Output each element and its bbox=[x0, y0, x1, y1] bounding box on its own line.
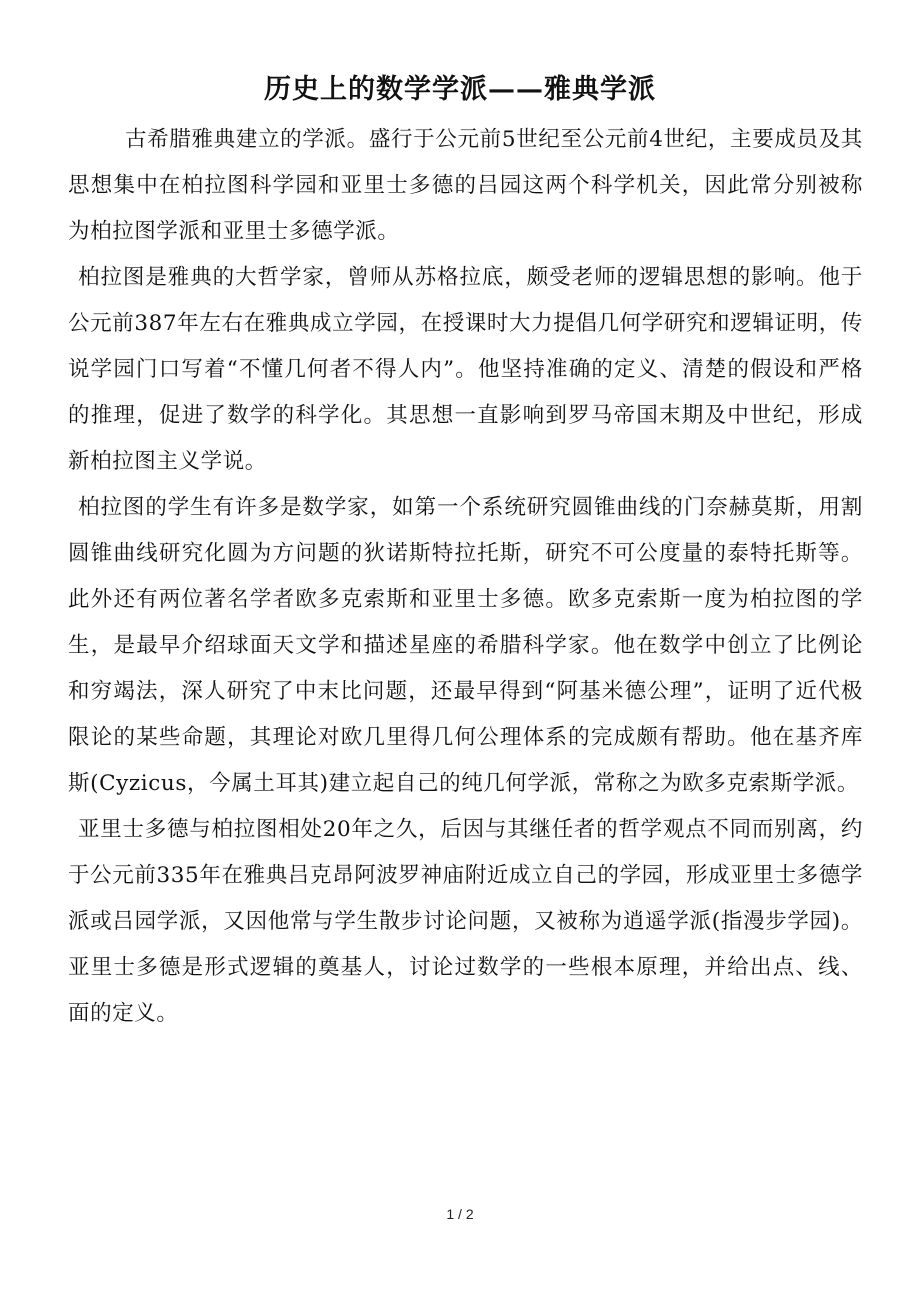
paragraph-aristotle: 亚里士多德与柏拉图相处20年之久，后因与其继任者的哲学观点不同而别离，约于公元前335年在雅典吕克昂阿波罗神庙附近成立自己的学园，形成亚里士多德学派或吕园学派，又因他常与学生散步讨论问题，又被称为逍遥学派(指漫步学园)。亚里士多德是形式逻辑的奠基人，讨论过数学的一些根本原理，并给出点、线、面的定义。 bbox=[68, 817, 863, 1026]
paragraph-students: 柏拉图的学生有许多是数学家，如第一个系统研究圆锥曲线的门奈赫莫斯，用割圆锥曲线研究化圆为方问题的狄诺斯特拉托斯，研究不可公度量的泰特托斯等。此外还有两位著名学者欧多克索斯和亚里士多德。欧多克索斯一度为柏拉图的学生，是最早介绍球面天文学和描述星座的希腊科学家。他在数学中创立了比例论和穷竭法，深人研究了中末比问题，还最早得到“阿基米德公理”，证明了近代极限论的某些命题，其理论对欧几里得几何公理体系的完成颇有帮助。他在基齐库斯(Cyzicus，今属土耳其)建立起自己的纯几何学派，常称之为欧多克索斯学派。 bbox=[68, 495, 863, 796]
paragraph-intro: 古希腊雅典建立的学派。盛行于公元前5世纪至公元前4世纪，主要成员及其思想集中在柏拉图科学园和亚里士多德的吕园这两个科学机关，因此常分别被称为柏拉图学派和亚里士多德学派。 bbox=[68, 127, 863, 244]
paragraph-plato: 柏拉图是雅典的大哲学家，曾师从苏格拉底，颇受老师的逻辑思想的影响。他于公元前387年左右在雅典成立学园，在授课时大力提倡几何学研究和逻辑证明，传说学园门口写着“不懂几何者不得人内”。他坚持准确的定义、清楚的假设和严格的推理，促进了数学的科学化。其思想一直影响到罗马帝国末期及中世纪，形成新柏拉图主义学说。 bbox=[68, 265, 863, 474]
document-title: 历史上的数学学派——雅典学派 bbox=[264, 74, 656, 105]
page-number: 1 / 2 bbox=[446, 1206, 474, 1222]
document-body bbox=[68, 117, 863, 1037]
